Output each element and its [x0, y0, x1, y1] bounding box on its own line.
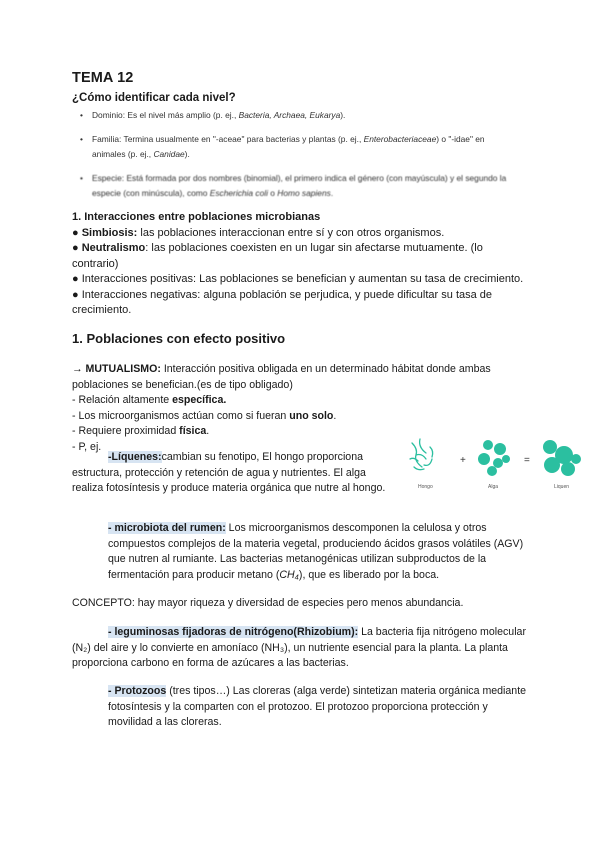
level-label: Especie: [92, 172, 125, 183]
point-bold: uno solo [289, 409, 334, 422]
subtitle-question: ¿Cómo identificar cada nivel? [72, 92, 236, 104]
list-item [80, 171, 520, 202]
section-heading-positive: 1. Poblaciones con efecto positivo [72, 331, 286, 346]
mutualismo-definition [72, 362, 532, 393]
point-text: - Relación altamente [72, 394, 173, 406]
level-italic: Escherichia coli [209, 188, 268, 198]
level-italic-2: Canidae [153, 149, 185, 159]
concepto-line: CONCEPTO: hay mayor riqueza y diversidad de especies pero menos abundancia. [72, 597, 464, 609]
level-text-end: ). [184, 149, 190, 159]
equals-sign: = [524, 455, 530, 466]
point-end: . [206, 425, 210, 437]
alga-caption: Alga [488, 484, 499, 490]
page-title: TEMA 12 [72, 70, 134, 86]
item-text: las poblaciones interaccionan entre sí y con otros organismos. [137, 226, 445, 239]
level-text: Está formada por dos nombres (binomial), el primero indica el género (con mayúscula) y el segundo la especie (con minúscula), como [92, 172, 507, 198]
rumen-label: - microbiota del rumen: [108, 522, 226, 534]
hongo-caption: Hongo [418, 484, 433, 490]
section-heading: 1. Interacciones entre poblaciones microbianas [72, 211, 321, 223]
bullet-glyph: ● [72, 226, 82, 239]
protozoos-text: (tres tipos…) Las cloreras (alga verde) sintetizan materia orgánica mediante fotosíntesis y la comparten con el protozoo. El protozoo proporciona protección y movilidad a las cloreras. [108, 685, 527, 728]
leguminosas-paragraph [72, 625, 532, 672]
list-item [80, 132, 520, 163]
level-italic: Bacteria, Archaea, Eukarya [238, 110, 341, 120]
methane-formula: CH₄ [279, 568, 299, 581]
protozoos-paragraph [108, 684, 532, 731]
list-item [72, 272, 532, 288]
mutualismo-text: Interacción positiva obligada en un determinado hábitat donde ambas poblaciones se benefician.(es de tipo obligado) [72, 363, 491, 391]
level-text-end: . [330, 188, 334, 198]
list-item [80, 108, 520, 124]
rumen-text: Los microorganismos descomponen la celulosa y otros compuestos complejos de la materia vegetal, produciendo ácidos grasos volátiles (AGV) que nutren al rumiante. Las bacterias metanogénicas utilizan subproductos de la fermentación para producir metano ( [108, 522, 524, 581]
level-text-mid: ) o "-idae" en animales (p. ej., [92, 133, 485, 159]
leguminosas-label: - leguminosas fijadoras de nitrógeno(Rhizobium): [108, 626, 359, 638]
point-text: - Los microorganismos actúan como si fueran [72, 409, 290, 422]
level-label: Familia: [92, 133, 122, 144]
rumen-paragraph [108, 521, 532, 583]
item-text: Interacciones negativas: alguna población se perjudica, y puede dificultar su tasa de crecimiento. [72, 288, 493, 316]
taxonomy-levels-list [80, 108, 520, 208]
liquenes-paragraph [72, 450, 390, 497]
liquen-caption: Liquen [554, 484, 570, 490]
hongo-fungus-image [410, 439, 433, 470]
alga-image [478, 440, 510, 476]
bullet-glyph: ● [72, 242, 82, 254]
bullet-glyph: ● [72, 288, 82, 301]
liquenes-label: -Líquenes: [108, 451, 162, 463]
section-interactions [72, 210, 532, 319]
level-text-end: ). [340, 110, 346, 120]
item-bold-label: Simbiosis: [81, 226, 138, 239]
item-text: Interacciones positivas: Las poblaciones se benefician y aumentan su tasa de crecimiento. [81, 273, 524, 285]
list-item [72, 393, 532, 409]
point-bold: específica. [172, 394, 227, 406]
point-text: - Requiere proximidad [72, 425, 180, 437]
level-text-mid: o [267, 188, 278, 198]
point-text: - P, ej. [72, 440, 102, 453]
lichen-diagram-figure [408, 433, 584, 493]
list-item [72, 409, 532, 425]
arrow-glyph: → [72, 363, 86, 375]
level-italic: Enterobacteriaceae [363, 133, 437, 144]
list-item [72, 288, 532, 319]
level-italic-2: Homo sapiens [277, 188, 331, 198]
leguminosas-text: La bacteria fija nitrógeno molecular (N₂) del aire y lo convierte en amoníaco (NH₃), un nutriente esencial para la planta. La planta proporciona carbono en forma de azúcares a las bacterias. [72, 626, 526, 669]
point-end: . [333, 409, 337, 422]
liquenes-text: cambian su fenotipo, El hongo proporciona estructura, protección y retención de agua y nutrientes. El alga realiza fotosíntesis y produce materia orgánica que nutre al hongo. [72, 451, 386, 494]
point-bold: física [179, 425, 207, 437]
rumen-text-end: ), que es liberado por la boca. [298, 568, 440, 581]
level-label: Dominio: [92, 110, 126, 120]
level-text: Termina usualmente en "-aceae" para bacterias y plantas (p. ej., [121, 133, 364, 144]
list-item [72, 241, 532, 272]
plus-sign: + [460, 455, 466, 466]
list-item [72, 226, 532, 242]
level-text: Es el nivel más amplio (p. ej., [125, 110, 239, 120]
item-bold-label: Neutralismo [81, 242, 146, 254]
bullet-glyph: ● [72, 273, 82, 285]
protozoos-label: - Protozoos [108, 685, 167, 697]
item-text: : las poblaciones coexisten en un lugar sin afectarse mutuamente. (lo contrario) [72, 242, 483, 270]
mutualismo-label: MUTUALISMO: [85, 363, 161, 375]
liquen-lichen-image [543, 440, 581, 476]
